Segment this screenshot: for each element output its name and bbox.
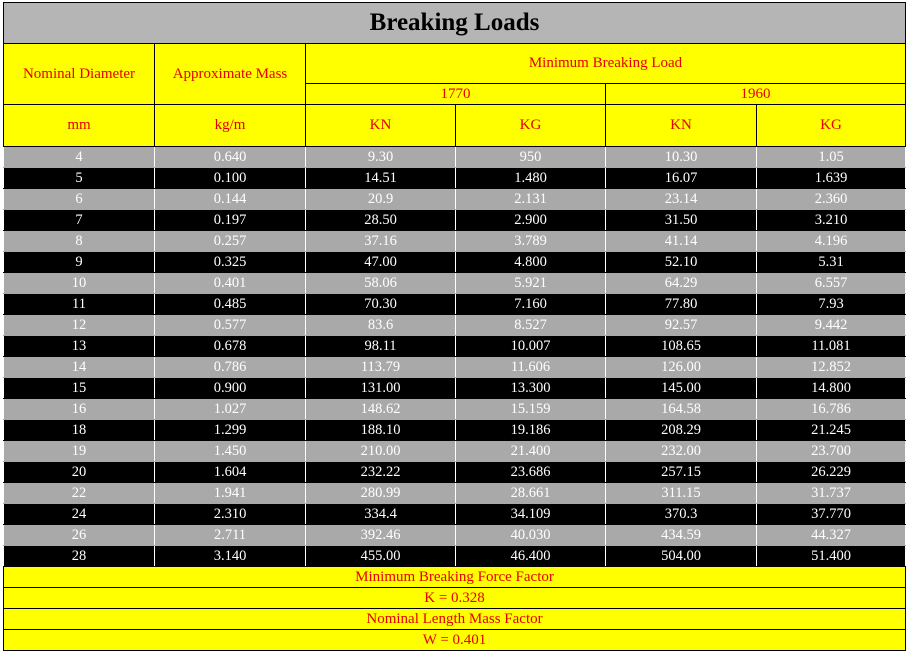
table-row xyxy=(4,273,906,294)
cell-approximate-mass: 3.140 xyxy=(155,546,306,567)
cell-kg-1770: 1.480 xyxy=(456,168,606,189)
header-minimum-breaking-load: Minimum Breaking Load xyxy=(306,44,906,84)
cell-kn-1960: 16.07 xyxy=(606,168,757,189)
cell-kg-1960: 26.229 xyxy=(757,462,906,483)
cell-kg-1960: 37.770 xyxy=(757,504,906,525)
cell-approximate-mass: 1.941 xyxy=(155,483,306,504)
cell-approximate-mass: 0.100 xyxy=(155,168,306,189)
cell-kn-1960: 370.3 xyxy=(606,504,757,525)
table-row xyxy=(4,399,906,420)
cell-nominal-diameter: 15 xyxy=(4,378,155,399)
header-nominal-diameter: Nominal Diameter xyxy=(4,44,155,105)
cell-approximate-mass: 0.786 xyxy=(155,357,306,378)
cell-kg-1960: 5.31 xyxy=(757,252,906,273)
cell-kn-1770: 9.30 xyxy=(306,147,456,168)
cell-kn-1960: 10.30 xyxy=(606,147,757,168)
table-row xyxy=(4,315,906,336)
header-grade-1770: 1770 xyxy=(306,84,606,105)
cell-nominal-diameter: 22 xyxy=(4,483,155,504)
cell-nominal-diameter: 18 xyxy=(4,420,155,441)
cell-kn-1960: 232.00 xyxy=(606,441,757,462)
table-row xyxy=(4,525,906,546)
cell-nominal-diameter: 13 xyxy=(4,336,155,357)
cell-kg-1770: 21.400 xyxy=(456,441,606,462)
breaking-loads-table xyxy=(3,2,906,651)
unit-mm: mm xyxy=(4,105,155,147)
cell-approximate-mass: 0.640 xyxy=(155,147,306,168)
cell-kg-1770: 2.131 xyxy=(456,189,606,210)
cell-kn-1960: 145.00 xyxy=(606,378,757,399)
cell-kg-1770: 8.527 xyxy=(456,315,606,336)
cell-approximate-mass: 2.711 xyxy=(155,525,306,546)
force-factor-label: Minimum Breaking Force Factor xyxy=(4,567,906,588)
cell-approximate-mass: 0.257 xyxy=(155,231,306,252)
cell-nominal-diameter: 7 xyxy=(4,210,155,231)
table-row xyxy=(4,231,906,252)
cell-kn-1770: 28.50 xyxy=(306,210,456,231)
cell-kn-1960: 164.58 xyxy=(606,399,757,420)
cell-approximate-mass: 0.900 xyxy=(155,378,306,399)
cell-kn-1960: 23.14 xyxy=(606,189,757,210)
table-row xyxy=(4,147,906,168)
table-row xyxy=(4,483,906,504)
cell-nominal-diameter: 19 xyxy=(4,441,155,462)
cell-kn-1770: 280.99 xyxy=(306,483,456,504)
cell-kn-1770: 37.16 xyxy=(306,231,456,252)
mass-factor-label: Nominal Length Mass Factor xyxy=(4,609,906,630)
cell-kg-1960: 6.557 xyxy=(757,273,906,294)
table-row xyxy=(4,210,906,231)
cell-kg-1770: 11.606 xyxy=(456,357,606,378)
cell-kg-1770: 10.007 xyxy=(456,336,606,357)
unit-kn-1960: KN xyxy=(606,105,757,147)
cell-kn-1770: 210.00 xyxy=(306,441,456,462)
table-row xyxy=(4,168,906,189)
cell-kn-1770: 98.11 xyxy=(306,336,456,357)
table-row xyxy=(4,294,906,315)
cell-kn-1770: 188.10 xyxy=(306,420,456,441)
cell-kg-1960: 1.05 xyxy=(757,147,906,168)
cell-kg-1770: 23.686 xyxy=(456,462,606,483)
unit-kg-1960: KG xyxy=(757,105,906,147)
cell-nominal-diameter: 11 xyxy=(4,294,155,315)
mass-factor-value: W = 0.401 xyxy=(4,630,906,651)
cell-kg-1960: 31.737 xyxy=(757,483,906,504)
cell-nominal-diameter: 12 xyxy=(4,315,155,336)
cell-kg-1960: 44.327 xyxy=(757,525,906,546)
cell-nominal-diameter: 24 xyxy=(4,504,155,525)
cell-nominal-diameter: 14 xyxy=(4,357,155,378)
cell-kn-1770: 47.00 xyxy=(306,252,456,273)
cell-kg-1960: 9.442 xyxy=(757,315,906,336)
cell-kn-1960: 257.15 xyxy=(606,462,757,483)
cell-kg-1960: 51.400 xyxy=(757,546,906,567)
cell-kg-1770: 15.159 xyxy=(456,399,606,420)
cell-kn-1770: 83.6 xyxy=(306,315,456,336)
table-row xyxy=(4,441,906,462)
table-row xyxy=(4,189,906,210)
cell-kn-1960: 126.00 xyxy=(606,357,757,378)
cell-approximate-mass: 0.325 xyxy=(155,252,306,273)
cell-kn-1770: 14.51 xyxy=(306,168,456,189)
cell-kn-1960: 41.14 xyxy=(606,231,757,252)
cell-approximate-mass: 0.401 xyxy=(155,273,306,294)
table-row xyxy=(4,378,906,399)
cell-nominal-diameter: 4 xyxy=(4,147,155,168)
cell-kn-1770: 70.30 xyxy=(306,294,456,315)
cell-kg-1960: 14.800 xyxy=(757,378,906,399)
cell-approximate-mass: 0.678 xyxy=(155,336,306,357)
cell-kg-1770: 5.921 xyxy=(456,273,606,294)
cell-kn-1770: 334.4 xyxy=(306,504,456,525)
cell-approximate-mass: 0.197 xyxy=(155,210,306,231)
cell-kn-1960: 92.57 xyxy=(606,315,757,336)
table-row xyxy=(4,504,906,525)
cell-kn-1960: 52.10 xyxy=(606,252,757,273)
cell-kg-1960: 12.852 xyxy=(757,357,906,378)
cell-kg-1770: 28.661 xyxy=(456,483,606,504)
cell-kg-1770: 950 xyxy=(456,147,606,168)
cell-kg-1960: 21.245 xyxy=(757,420,906,441)
cell-kn-1770: 113.79 xyxy=(306,357,456,378)
cell-kn-1770: 232.22 xyxy=(306,462,456,483)
cell-nominal-diameter: 9 xyxy=(4,252,155,273)
cell-kn-1960: 31.50 xyxy=(606,210,757,231)
cell-kn-1770: 148.62 xyxy=(306,399,456,420)
table-row xyxy=(4,357,906,378)
cell-nominal-diameter: 8 xyxy=(4,231,155,252)
cell-kg-1960: 16.786 xyxy=(757,399,906,420)
cell-kg-1770: 19.186 xyxy=(456,420,606,441)
table-row xyxy=(4,462,906,483)
cell-kg-1770: 13.300 xyxy=(456,378,606,399)
cell-kn-1960: 504.00 xyxy=(606,546,757,567)
cell-kn-1960: 208.29 xyxy=(606,420,757,441)
unit-kg-1770: KG xyxy=(456,105,606,147)
cell-kg-1770: 7.160 xyxy=(456,294,606,315)
cell-nominal-diameter: 16 xyxy=(4,399,155,420)
cell-kn-1960: 77.80 xyxy=(606,294,757,315)
cell-kg-1770: 46.400 xyxy=(456,546,606,567)
cell-kn-1770: 392.46 xyxy=(306,525,456,546)
cell-approximate-mass: 0.577 xyxy=(155,315,306,336)
cell-kg-1770: 2.900 xyxy=(456,210,606,231)
cell-approximate-mass: 2.310 xyxy=(155,504,306,525)
table-row xyxy=(4,546,906,567)
force-factor-value: K = 0.328 xyxy=(4,588,906,609)
cell-kg-1770: 40.030 xyxy=(456,525,606,546)
cell-kn-1770: 131.00 xyxy=(306,378,456,399)
cell-kn-1960: 108.65 xyxy=(606,336,757,357)
cell-nominal-diameter: 20 xyxy=(4,462,155,483)
table-row xyxy=(4,336,906,357)
cell-kg-1960: 7.93 xyxy=(757,294,906,315)
cell-approximate-mass: 1.027 xyxy=(155,399,306,420)
cell-kn-1770: 455.00 xyxy=(306,546,456,567)
cell-kn-1960: 434.59 xyxy=(606,525,757,546)
cell-kn-1770: 20.9 xyxy=(306,189,456,210)
header-grade-1960: 1960 xyxy=(606,84,906,105)
cell-kn-1960: 311.15 xyxy=(606,483,757,504)
cell-kg-1770: 3.789 xyxy=(456,231,606,252)
table-row xyxy=(4,420,906,441)
cell-nominal-diameter: 6 xyxy=(4,189,155,210)
cell-kg-1960: 3.210 xyxy=(757,210,906,231)
cell-kg-1960: 1.639 xyxy=(757,168,906,189)
cell-kg-1960: 23.700 xyxy=(757,441,906,462)
unit-kg-per-m: kg/m xyxy=(155,105,306,147)
cell-kg-1960: 4.196 xyxy=(757,231,906,252)
cell-nominal-diameter: 26 xyxy=(4,525,155,546)
cell-nominal-diameter: 5 xyxy=(4,168,155,189)
cell-approximate-mass: 1.450 xyxy=(155,441,306,462)
cell-approximate-mass: 0.144 xyxy=(155,189,306,210)
cell-nominal-diameter: 28 xyxy=(4,546,155,567)
cell-nominal-diameter: 10 xyxy=(4,273,155,294)
table-row xyxy=(4,252,906,273)
cell-kg-1770: 34.109 xyxy=(456,504,606,525)
cell-kn-1770: 58.06 xyxy=(306,273,456,294)
cell-approximate-mass: 0.485 xyxy=(155,294,306,315)
cell-kg-1770: 4.800 xyxy=(456,252,606,273)
cell-kg-1960: 2.360 xyxy=(757,189,906,210)
cell-approximate-mass: 1.299 xyxy=(155,420,306,441)
table-title: Breaking Loads xyxy=(4,3,906,44)
unit-kn-1770: KN xyxy=(306,105,456,147)
cell-kn-1960: 64.29 xyxy=(606,273,757,294)
cell-approximate-mass: 1.604 xyxy=(155,462,306,483)
cell-kg-1960: 11.081 xyxy=(757,336,906,357)
header-approximate-mass: Approximate Mass xyxy=(155,44,306,105)
